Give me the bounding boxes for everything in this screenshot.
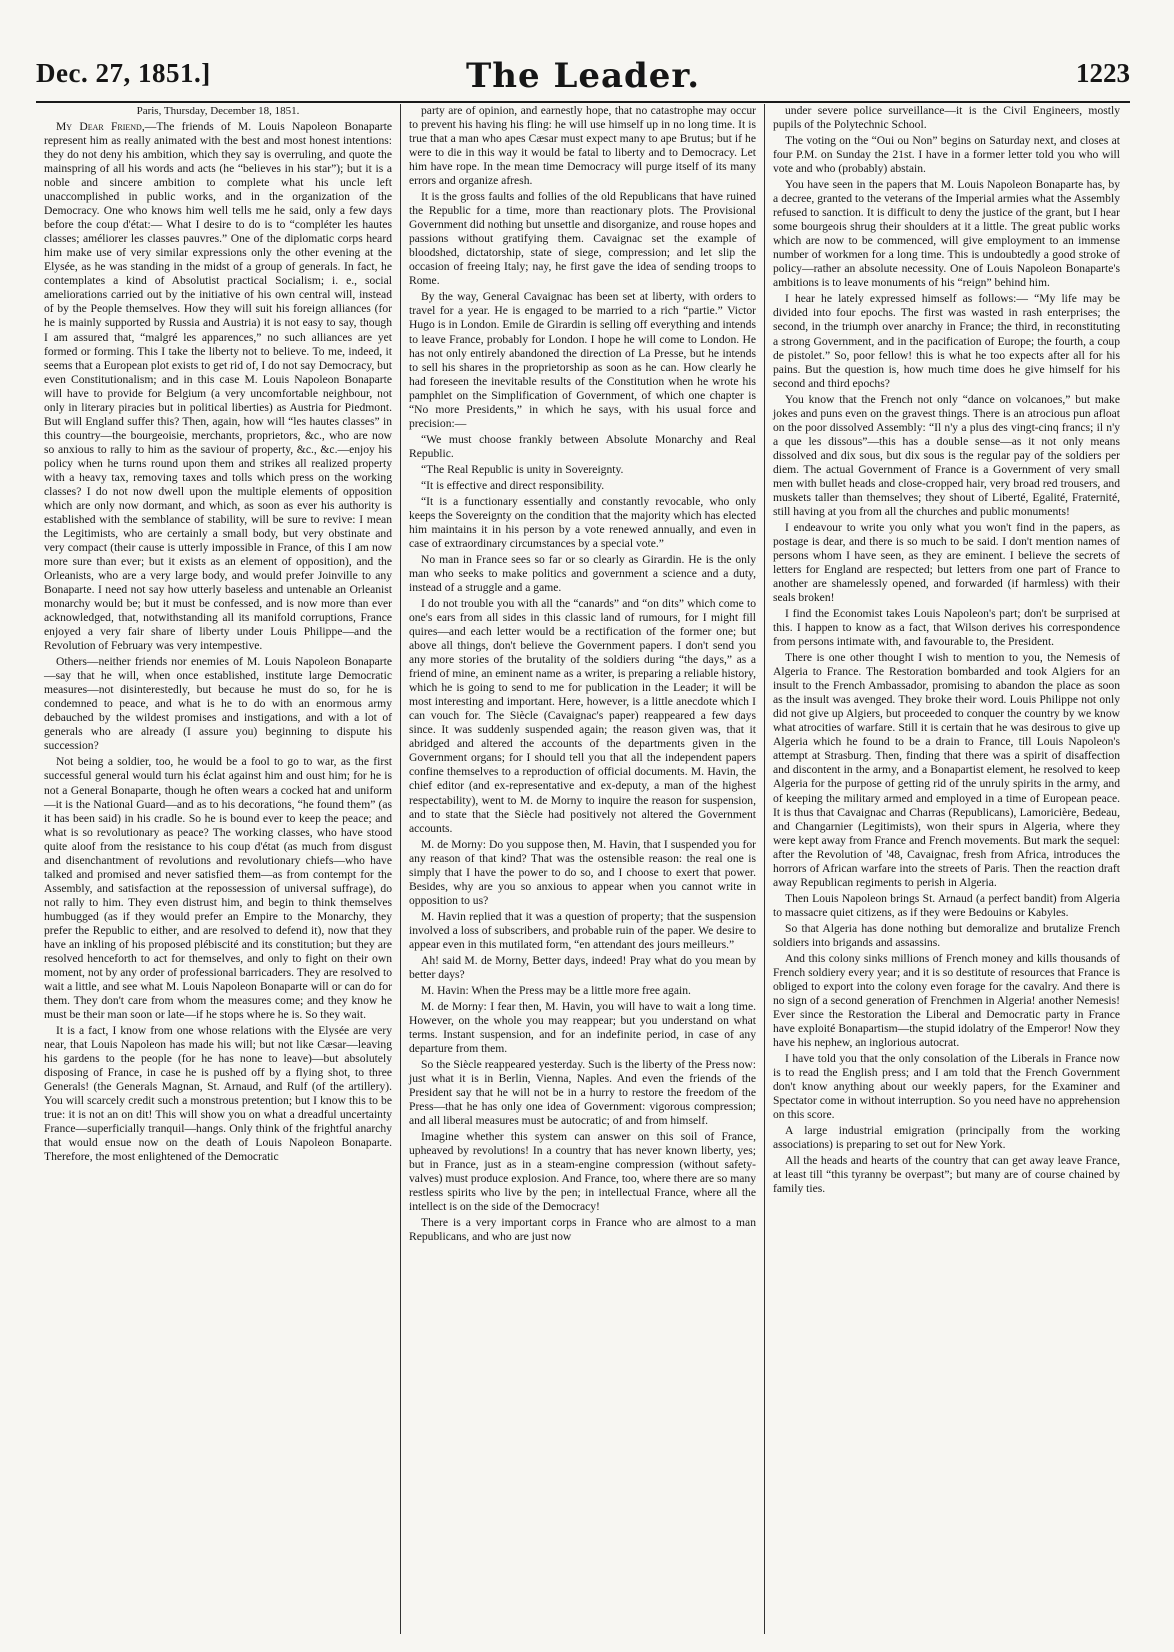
- newspaper-title: The Leader.: [465, 56, 701, 96]
- paragraph: And this colony sinks millions of French money and kills thousands of French soldiery every year; and it is so destitute of resources that France is obliged to export into the colony even forage for the cavalry. And there is no sign of a second generation of Frenchmen in Algeria! another Nemesis! Ever since the Restoration the Liberal and Democratic party in France have exploité Bonapartism—the stupid idolatry of the Emperor! Now they have his nephew, an inglorious autocrat.: [773, 951, 1120, 1050]
- paragraph: I find the Economist takes Louis Napoleon's part; don't be surprised at this. I happen to know as a fact, that Wilson derives his correspondence from persons intimate with, and favourable to, the President.: [773, 607, 1120, 649]
- paragraph: I endeavour to write you only what you won't find in the papers, as postage is dear, and there is so much to be said. I don't mention names of persons whom I have seen, as they are eminent. I believe the secrets of letters for England are respected; but letters from one part of France to another are shamelessly opened, and forwarded (if harmless) with their seals broken!: [773, 520, 1120, 605]
- article-columns: [36, 104, 1130, 1634]
- paragraph: So that Algeria has done nothing but demoralize and brutalize French soldiers into brigands and assassins.: [773, 921, 1120, 949]
- paragraph: Imagine whether this system can answer on this soil of France, upheaved by revolutions! In a country that has never known liberty, yes; but in France, just as in a steam-engine compression (without safety-valves) must produce explosion. And France, too, where there are so many restless spirits who live by the pen; in intellectual France, where all the intellect is on the side of the Democracy!: [409, 1130, 756, 1214]
- paragraph: I do not trouble you with all the “canards” and “on dits” which come to one's ears from all sides in this classic land of rumours, for I might fill quires—and each letter would be a rectification of the former one; but above all things, don't believe the Government papers. I don't send you any more stories of the brutality of the soldiers during “the days,” as a friend of mine, an eminent name as a writer, is preparing a reliable history, which he is going to send to me for publication in the Leader; it will be most interesting and important. Here, however, is a little anecdote which I can vouch for. The Siècle (Cavaignac's paper) reappeared a few days since. It was suddenly suspended again; the reason given was, that it abridged and altered the accounts of the departments given in the Government organs; for I should tell you that all the independent papers confine themselves to a reproduction of official documents. M. Havin, the chief editor (and ex-representative and ex-deputy, a man of the highest respectability), went to M. de Morny to inquire the reason for suspension, and to state that the Siècle had positively not altered the Government accounts.: [409, 597, 756, 835]
- paragraph: A large industrial emigration (principally from the working associations) is preparing to set out for New York.: [773, 1124, 1120, 1152]
- paragraph: M. Havin replied that it was a question of property; that the suspension involved a loss of subscribers, and probable ruin of the paper. We desire to appear even in this mutilated form, “en attendant des jours meilleurs.”: [409, 909, 756, 951]
- issue-date: Dec. 27, 1851.]: [36, 58, 211, 88]
- masthead: [36, 58, 1130, 102]
- paragraph: M. Havin: When the Press may be a little more free again.: [421, 983, 691, 997]
- paragraph: By the way, General Cavaignac has been set at liberty, with orders to travel for a year. He is engaged to be married to a rich “partie.” Victor Hugo is in London. Emile de Girardin is selling off everything and intends to leave France, probably for London. I hope he will come to London. He has not only entirely abandoned the direction of La Presse, but he intends to sell his shares in the proprietorship as soon as he can. How clearly he had foreseen the inevitable results of the Constitution when he wrote his pamphlet on the Simplification of Government, of which one chapter is “No more Presidents,” in which he says, with his usual force and precision:—: [409, 290, 756, 430]
- page-number: 1223: [1076, 58, 1130, 88]
- paragraph: “It is effective and direct responsibility.: [421, 478, 605, 492]
- paragraph: [44, 120, 392, 653]
- paragraph-text: —The friends of M. Louis Napoleon Bonaparte represent him as really animated with the best and most honest intentions: they do not deny his ambition, which they say is overruling, and quote the mainspring of all his words and acts (he “believes in his star”); but it is a noble and sincere ambition to complete what his uncle left unaccomplished in public works, and in the organization of the Democracy. One who knows him well tells me he said, only a few days before the coup d'état:— What I desire to do is to “compléter les hautes classes; améliorer les classes pauvres.” One of the diplomatic corps heard him make use of very similar expressions only the other evening at the Elysée, as he was standing in the midst of a group of generals. In fact, he contemplates a kind of Absolutist practical Socialism; i. e., social ameliorations carried out by the initiative of his own central will, instead of by the People themselves. How they will suit his foreign alliances (for he is mainly supported by Russia and Austria) it is not easy to say, though I am assured that, “malgré les apparences,” no such alliances are yet formed or forming. This I take the liberty not to believe. To me, indeed, it seems that a European plot exists to get rid of, I do not say Democracy, but even Constitutionalism; and in this case M. Louis Napoleon Bonaparte will have to provide for Belgium (a very uncomfortable neighbour, not only in literary piracies but in political liberties) as Austria for Piedmont. But will England suffer this? Then, again, how will “les hautes classes” in this country—the bourgeoisie, merchants, proprietors, &c., who are now so anxious to rally to him as the saviour of property, &c., &c.—enjoy his policy when he turns round upon them and strikes all realized property with a heavy tax, removing taxes and tolls which press on the working classes? I do not now dwell upon the multiple elements of opposition which are only now dormant, and which, as soon as ever his authority is established with the semblance of stability, will be sure to revive: I mean the Legitimists, who are certainly a small body, but very obstinate and very compact (their cause is utterly impossible in France, of this I am now more sure than ever; but it exists as an element of opposition), and the Orleanists, who are a very large body, and would prefer Joinville to any Bonaparte. I need not say how utterly baseless and untenable an Orleanist monarchy would be; but it must be confessed, and is now more than ever acknowledged, that, notwithstanding all its manifold corruptions, France enjoyed a very fair share of liberty under Louis Philippe—and the Revolution of February was very intempestive.: [44, 120, 392, 653]
- dateline: Paris, Thursday, December 18, 1851.: [136, 105, 300, 117]
- paragraph: M. de Morny: I fear then, M. Havin, you will have to wait a long time. However, on the whole you may reappear; but you understand on what terms. Instant suspension, and for an indefinite period, in case of any departure from them.: [409, 999, 756, 1056]
- salutation: My Dear Friend,: [56, 120, 145, 134]
- paragraph: party are of opinion, and earnestly hope, that no catastrophe may occur to prevent his having his fling: he will use himself up in no long time. It is true that a man who apes Cæsar must expect many to ape Brutus; but if he were to die in this way it would be fatal to liberty and to Democracy. Let him have rope. In the mean time Democracy will purge itself of its many errors and organize afresh.: [409, 104, 756, 188]
- paragraph: Not being a soldier, too, he would be a fool to go to war, as the first successful general would turn his éclat against him and oust him; for he is not a General Bonaparte, though he often wears a cocked hat and uniform—it is the National Guard—and as to his decorations, “he found them” (as it has been said) in his cradle. So he is bound ever to keep the peace; and what is so revolutionary as peace? The working classes, who have stood quite aloof from the resistance to his coup d'état (as much from disgust and disenchantment of revolutions and revolutionary chiefs—who have talked and promised and never satisfied them—as from contempt for the Assembly, and satisfaction at the repossession of universal suffrage), do not rally to him. They even distrust him, and begin to think themselves humbugged (as if they would prefer an Empire to the Monarchy, they prefer the Republic to either, and are resolved to defend it), now that they have an inkling of his proposed plébiscité and its constitution; but they are resolved henceforth to act for themselves, and only to fight on their own moment, not by any order of professional barricaders. They are resolved to wait a little, and see what M. Louis Napoleon Bonaparte will or can do for them. They don't care from whom the measures come; and they know he must be their man soon or late—if he stops where he is. So they wait.: [44, 755, 392, 1021]
- paragraph: It is a fact, I know from one whose relations with the Elysée are very near, that Louis Napoleon has made his will; but not like Cæsar—leaving his gardens to the people (for he has none to leave)—but absolutely disposing of France, in case he is pushed off by a flying shot, to three Generals! (the Generals Magnan, St. Arnaud, and Rulf (of the artillery). You will scarcely credit such a monstrous pretention; but I know this to be true: it is not an on dit! This will show you on what a dreadful uncertainty France—superficially tranquil—hangs. Only think of the frightful anarchy that would ensue now on the death of Louis Napoleon Bonaparte. Therefore, the most enlightened of the Democratic: [44, 1024, 392, 1164]
- paragraph: You know that the French not only “dance on volcanoes,” but make jokes and puns even on the gravest things. There is an atrocious pun afloat on the poor dissolved Assembly: “Il n'y a plus des vingt-cinq francs; il n'y a que les dissous”—this has a double sense—as it not only means dissolved and dix sous, but dix sous is the regular pay of the soldiers per diem. The actual Government of France is a Government of very small men with bullet heads and close-cropped hair, very broad red trousers, and muskets taller than themselves; they shout of Liberté, Egalité, Fraternité, still having at you from all the churches and public monuments!: [773, 392, 1120, 518]
- column-1: [36, 104, 400, 1634]
- paragraph: I have told you that the only consolation of the Liberals in France now is to read the English press; and I am told that the French Government don't know anything about our weekly papers, for the Examiner and Spectator come in without interruption. So you need have no apprehension on this score.: [773, 1052, 1120, 1122]
- paragraph: There is one other thought I wish to mention to you, the Nemesis of Algeria to France. The Restoration bombarded and took Algiers for an insult to the French Ambassador, promising to abandon the place as soon as the insult was avenged. They broke their word. Louis Philippe not only did not give up Algiers, but proceeded to conquer the country by we know what atrocities of warfare. Still it is certain that he was desirous to give up Algeria which he found to be a drain to France, till Louis Napoleon's attempt at Strasburg. Then, finding that there was a spirit of disaffection and discontent in the army, and a Bonapartist element, he resolved to keep Algeria for the purpose of getting rid of the unruly spirits in the army, and of keeping the military armed and employed in a time of European peace. It is thus that Cavaignac and Charras (Republicans), Lamoricière, Bedeau, and Changarnier (Legitimists), won their spurs in Algeria, where they were kept away from France and French movements. But mark the sequel: after the Revolution of '48, Cavaignac, fresh from Africa, introduces the horrors of African warfare into the streets of Paris. Then the reaction draft away Republican regiments to perish in Algeria.: [773, 651, 1120, 889]
- paragraph: under severe police surveillance—it is the Civil Engineers, mostly pupils of the Polytechnic School.: [773, 104, 1120, 132]
- paragraph: “It is a functionary essentially and constantly revocable, who only keeps the Sovereignty on the condition that the majority which has elected him maintains it in his person by a vote renewed annually, and even in case of extraordinary circumstances by a special vote.”: [409, 494, 756, 550]
- paragraph: No man in France sees so far or so clearly as Girardin. He is the only man who seeks to make politics and government a science and a duty, instead of a struggle and a game.: [409, 552, 756, 595]
- paragraph: So the Siècle reappeared yesterday. Such is the liberty of the Press now: just what it is in Berlin, Vienna, Naples. And even the friends of the President say that he will not be in a hurry to restore the freedom of the Press—that he has only one idea of Government: vigorous compression; and all liberal measures must be autocratic; of and from himself.: [409, 1058, 756, 1128]
- column-3: [764, 104, 1128, 1634]
- column-2: [400, 104, 764, 1634]
- paragraph: I hear he lately expressed himself as follows:— “My life may be divided into four epochs. The first was wasted in rash enterprises; the second, in the triumph over anarchy in France; the third, in reconstituting a strong Government, and in the pacification of Europe; the fourth, a coup de pistolet.” So, poor fellow! this is what he too expects after all for his pains. But the question is, how much time does he give himself for his second and third epochs?: [773, 292, 1120, 390]
- paragraph: Others—neither friends nor enemies of M. Louis Napoleon Bonaparte—say that he will, when once established, institute large Democratic measures—not disinterestedly, but because he must do so, for he is condemned to peace, and what is he to do with an enormous army debauched by the wildest promises and instigations, and with a lot of generals who are already (I assure you) beginning to dispute his succession?: [44, 655, 392, 753]
- paragraph: You have seen in the papers that M. Louis Napoleon Bonaparte has, by a decree, granted to the veterans of the Imperial armies what the Assembly refused to sanction. It is difficult to deny the justice of the grant, but I hear some bourgeois shrug their shoulders at it a little. The great public works which are now to be commenced, will give employment to an immense number of workmen for a long time. This is undoubtedly a good stroke of policy—rather an absolute necessity. One of Louis Napoleon Bonaparte's ambitions is to leave monuments of his “reign” behind him.: [773, 178, 1120, 290]
- paragraph: It is the gross faults and follies of the old Republicans that have ruined the Republic for a time, more than reactionary plots. The Provisional Government did nothing but unsettle and disorganize, and rouse hopes and passions without gratifying them. Cavaignac set the example of bloodshed, dictatorship, state of siege, compression; and let slip the occasion of freeing Italy; nay, he first gave the idea of sending troops to Rome.: [409, 190, 756, 288]
- paragraph: Ah! said M. de Morny, Better days, indeed! Pray what do you mean by better days?: [409, 953, 756, 981]
- paragraph: There is a very important corps in France who are almost to a man Republicans, and who are just now: [409, 1216, 756, 1244]
- paragraph: “We must choose frankly between Absolute Monarchy and Real Republic.: [409, 432, 756, 460]
- paragraph: M. de Morny: Do you suppose then, M. Havin, that I suspended you for any reason of that kind? That was the ostensible reason: the real one is simply that I have the power to do so, and I choose to exert that power. Besides, why are you so anxious to appear when you cannot write in opposition to us?: [409, 837, 756, 907]
- masthead-rule: [36, 101, 1130, 103]
- paragraph: The voting on the “Oui ou Non” begins on Saturday next, and closes at four P.M. on Sunday the 21st. I have in a former letter told you who will vote and who (probably) abstain.: [773, 134, 1120, 176]
- paragraph: All the heads and hearts of the country that can get away leave France, at least till “this tyranny be overpast”; but many are of course chained by family ties.: [773, 1154, 1120, 1196]
- paragraph: “The Real Republic is unity in Sovereignty.: [421, 462, 624, 476]
- paragraph: Then Louis Napoleon brings St. Arnaud (a perfect bandit) from Algeria to massacre quiet citizens, as if they were Bedouins or Kabyles.: [773, 891, 1120, 919]
